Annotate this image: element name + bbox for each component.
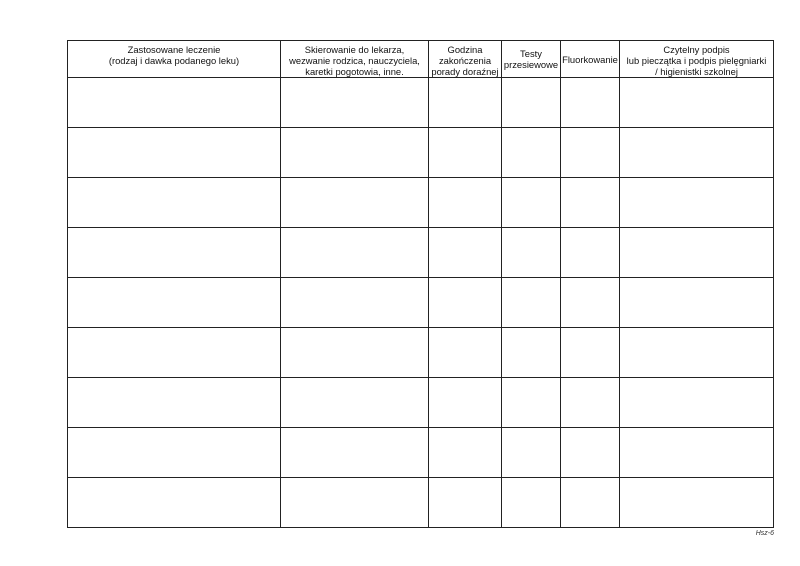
form-cell[interactable] bbox=[429, 378, 502, 428]
header-signature bbox=[620, 41, 774, 78]
form-cell[interactable] bbox=[502, 228, 561, 278]
form-cell[interactable] bbox=[429, 178, 502, 228]
form-cell[interactable] bbox=[429, 228, 502, 278]
form-cell[interactable] bbox=[561, 328, 620, 378]
form-cell[interactable] bbox=[429, 128, 502, 178]
form-cell[interactable] bbox=[281, 378, 429, 428]
form-cell[interactable] bbox=[561, 378, 620, 428]
form-cell[interactable] bbox=[561, 178, 620, 228]
form-cell[interactable] bbox=[561, 228, 620, 278]
form-cell[interactable] bbox=[620, 428, 774, 478]
form-cell[interactable] bbox=[281, 428, 429, 478]
header-treatment-line: (rodzaj i dawka podanego leku) bbox=[108, 55, 240, 66]
form-cell[interactable] bbox=[502, 328, 561, 378]
form-cell[interactable] bbox=[68, 328, 281, 378]
header-signature-line: Czytelny podpis bbox=[663, 44, 730, 55]
form-cell[interactable] bbox=[68, 278, 281, 328]
table-row bbox=[68, 478, 774, 528]
form-cell[interactable] bbox=[68, 128, 281, 178]
form-cell[interactable] bbox=[620, 78, 774, 128]
table-row bbox=[68, 378, 774, 428]
header-signature-line: lub pieczątka i podpis pielęgniarki bbox=[626, 55, 767, 66]
header-signature-line: / higienistki szkolnej bbox=[655, 66, 738, 77]
form-cell[interactable] bbox=[68, 428, 281, 478]
form-cell[interactable] bbox=[502, 78, 561, 128]
header-end-time-line: porady doraźnej bbox=[431, 66, 499, 77]
header-screening-tests-line: przesiewowe bbox=[503, 59, 559, 70]
form-cell[interactable] bbox=[620, 228, 774, 278]
header-end-time bbox=[429, 41, 502, 78]
form-cell[interactable] bbox=[620, 478, 774, 528]
table-row bbox=[68, 328, 774, 378]
form-cell[interactable] bbox=[502, 278, 561, 328]
form-cell[interactable] bbox=[502, 378, 561, 428]
form-code: Hsz-6 bbox=[755, 530, 774, 537]
header-fluoridation-line: Fluorkowanie bbox=[562, 53, 618, 65]
table-row bbox=[68, 178, 774, 228]
form-cell[interactable] bbox=[620, 128, 774, 178]
header-fluoridation bbox=[561, 41, 620, 78]
form-cell[interactable] bbox=[502, 128, 561, 178]
form-cell[interactable] bbox=[561, 78, 620, 128]
form-cell[interactable] bbox=[561, 128, 620, 178]
header-treatment bbox=[68, 41, 281, 78]
table-header-row bbox=[68, 41, 774, 78]
form-cell[interactable] bbox=[68, 178, 281, 228]
form-cell[interactable] bbox=[429, 478, 502, 528]
header-end-time-line: Godzina bbox=[447, 44, 483, 55]
form-cell[interactable] bbox=[429, 278, 502, 328]
form-cell[interactable] bbox=[281, 128, 429, 178]
form-cell[interactable] bbox=[561, 428, 620, 478]
header-referral bbox=[281, 41, 429, 78]
form-cell[interactable] bbox=[281, 78, 429, 128]
form-cell[interactable] bbox=[561, 478, 620, 528]
form-cell[interactable] bbox=[561, 278, 620, 328]
form-cell[interactable] bbox=[68, 228, 281, 278]
form-cell[interactable] bbox=[620, 378, 774, 428]
table-row bbox=[68, 78, 774, 128]
form-cell[interactable] bbox=[281, 228, 429, 278]
header-referral-line: karetki pogotowia, inne. bbox=[305, 66, 404, 77]
form-cell[interactable] bbox=[620, 278, 774, 328]
form-cell[interactable] bbox=[68, 378, 281, 428]
form-cell[interactable] bbox=[281, 328, 429, 378]
form-cell[interactable] bbox=[502, 478, 561, 528]
form-cell[interactable] bbox=[620, 178, 774, 228]
form-cell[interactable] bbox=[281, 278, 429, 328]
form-cell[interactable] bbox=[502, 178, 561, 228]
form-cell[interactable] bbox=[68, 478, 281, 528]
header-end-time-line: zakończenia bbox=[438, 55, 492, 66]
form-cell[interactable] bbox=[281, 478, 429, 528]
treatment-record-table bbox=[67, 40, 774, 528]
form-cell[interactable] bbox=[429, 328, 502, 378]
form-cell[interactable] bbox=[429, 428, 502, 478]
table-row bbox=[68, 428, 774, 478]
table-row bbox=[68, 278, 774, 328]
header-treatment-line: Zastosowane leczenie bbox=[127, 44, 221, 55]
form-cell[interactable] bbox=[502, 428, 561, 478]
header-screening-tests-line: Testy bbox=[520, 48, 542, 59]
header-screening-tests bbox=[502, 41, 561, 78]
header-referral-line: wezwanie rodzica, nauczyciela, bbox=[289, 55, 420, 66]
form-cell[interactable] bbox=[620, 328, 774, 378]
form-cell[interactable] bbox=[68, 78, 281, 128]
header-referral-line: Skierowanie do lekarza, bbox=[304, 44, 405, 55]
table-body bbox=[68, 78, 774, 528]
form-cell[interactable] bbox=[281, 178, 429, 228]
table-row bbox=[68, 128, 774, 178]
form-cell[interactable] bbox=[429, 78, 502, 128]
table-row bbox=[68, 228, 774, 278]
